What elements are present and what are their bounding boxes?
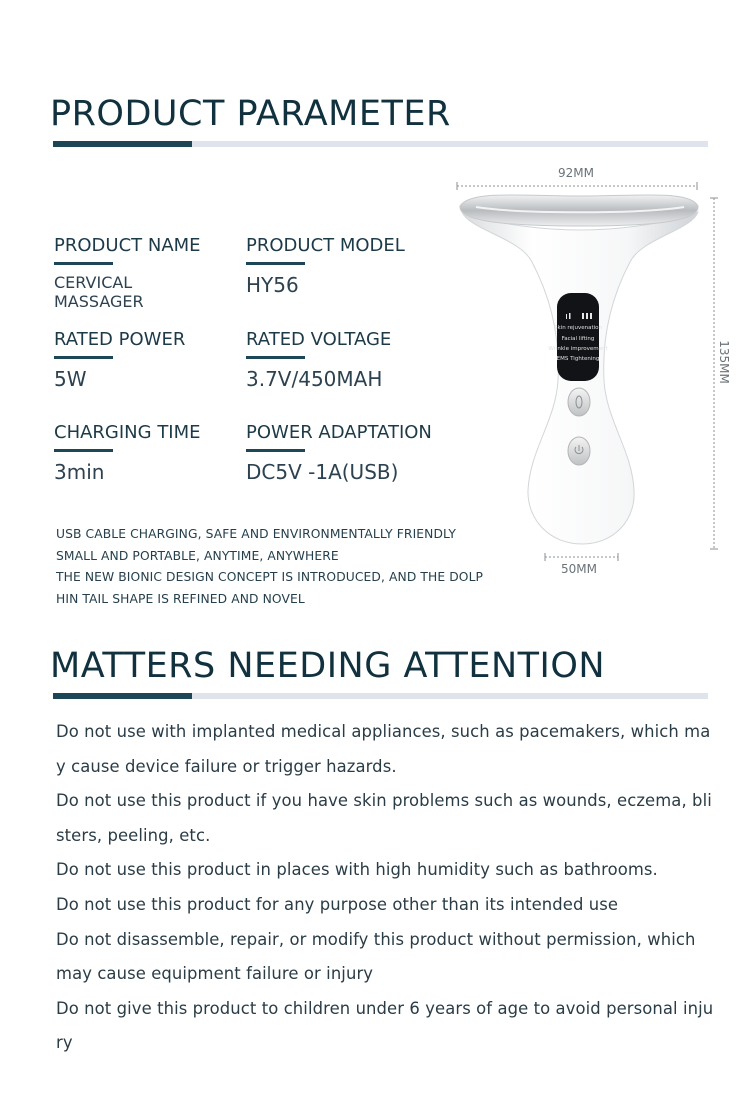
param-value: DC5V -1A(USB) (246, 460, 399, 484)
param-underline (246, 262, 305, 265)
screen-line: Wrinkle improvement (548, 346, 608, 352)
param-label: RATED POWER (54, 329, 186, 350)
param-underline (54, 449, 113, 452)
attention-title-rule (53, 693, 708, 699)
dimension-base-line (545, 553, 618, 561)
attention-line: sters, peeling, etc. (56, 825, 211, 845)
attention-line: Do not use with implanted medical appliances, such as pacemakers, which ma (56, 722, 711, 741)
attention-line: ry (56, 1033, 73, 1053)
attention-line: Do not use this product for any purpose other than its intended use (56, 894, 619, 914)
param-label: CHARGING TIME (54, 422, 201, 443)
attention-line: Do not use this product if you have skin problems such as wounds, eczema, bli (56, 791, 712, 811)
param-value: 3min (54, 460, 105, 484)
dimension-width-label: 92MM (558, 166, 594, 180)
param-underline (54, 356, 113, 359)
feature-item: SMALL AND PORTABLE, ANYTIME, ANYWHERE (56, 548, 339, 563)
param-label: PRODUCT NAME (54, 235, 201, 256)
attention-line: Do not use this product in places with high humidity such as bathrooms. (56, 860, 658, 880)
parameter-title-rule (53, 141, 708, 147)
param-label: PRODUCT MODEL (246, 235, 405, 256)
dimension-height-label: 135MM (716, 340, 731, 384)
feature-item: HIN TAIL SHAPE IS REFINED AND NOVEL (56, 592, 305, 607)
attention-title: MATTERS NEEDING ATTENTION (50, 646, 606, 686)
param-rated-voltage (246, 329, 391, 390)
dimension-height-line (710, 198, 718, 549)
attention-list (56, 715, 713, 1061)
param-power-adaptation (246, 422, 432, 483)
attention-line: Do not disassemble, repair, or modify this product without permission, which (56, 929, 696, 949)
param-value: 5W (54, 367, 87, 391)
attention-line: may cause equipment failure or injury (56, 964, 374, 984)
param-underline (54, 262, 113, 265)
param-underline (246, 449, 305, 452)
feature-list (56, 524, 483, 611)
screen-line: Skin rejuvenation (553, 325, 603, 331)
param-rated-power (54, 329, 185, 390)
parameter-title: PRODUCT PARAMETER (50, 94, 451, 134)
param-product-model (246, 235, 405, 296)
attention-line: Do not give this product to children under 6 years of age to avoid personal inju (56, 998, 714, 1018)
neck-massager-image (446, 170, 746, 590)
attention-line: y cause device failure or trigger hazards. (56, 756, 397, 776)
mode-button (568, 388, 590, 416)
param-value: 3.7V/450MAH (246, 367, 383, 391)
param-value: HY56 (246, 273, 299, 297)
dimension-base-label: 50MM (561, 562, 597, 576)
screen-line: EMS Tightening (556, 356, 600, 362)
param-label: POWER ADAPTATION (246, 422, 432, 443)
param-product-name (54, 235, 201, 311)
feature-item: USB CABLE CHARGING, SAFE AND ENVIRONMENTALLY FRIENDLY (56, 527, 456, 541)
param-underline (246, 356, 305, 359)
param-charging-time (54, 422, 201, 483)
param-label: RATED VOLTAGE (246, 329, 392, 350)
screen-line: Facial lifting (561, 336, 595, 342)
dimension-width-line (457, 182, 697, 190)
param-value: CERVICAL MASSAGER (54, 273, 144, 312)
feature-item: THE NEW BIONIC DESIGN CONCEPT IS INTRODUCED, AND THE DOLP (56, 570, 484, 585)
